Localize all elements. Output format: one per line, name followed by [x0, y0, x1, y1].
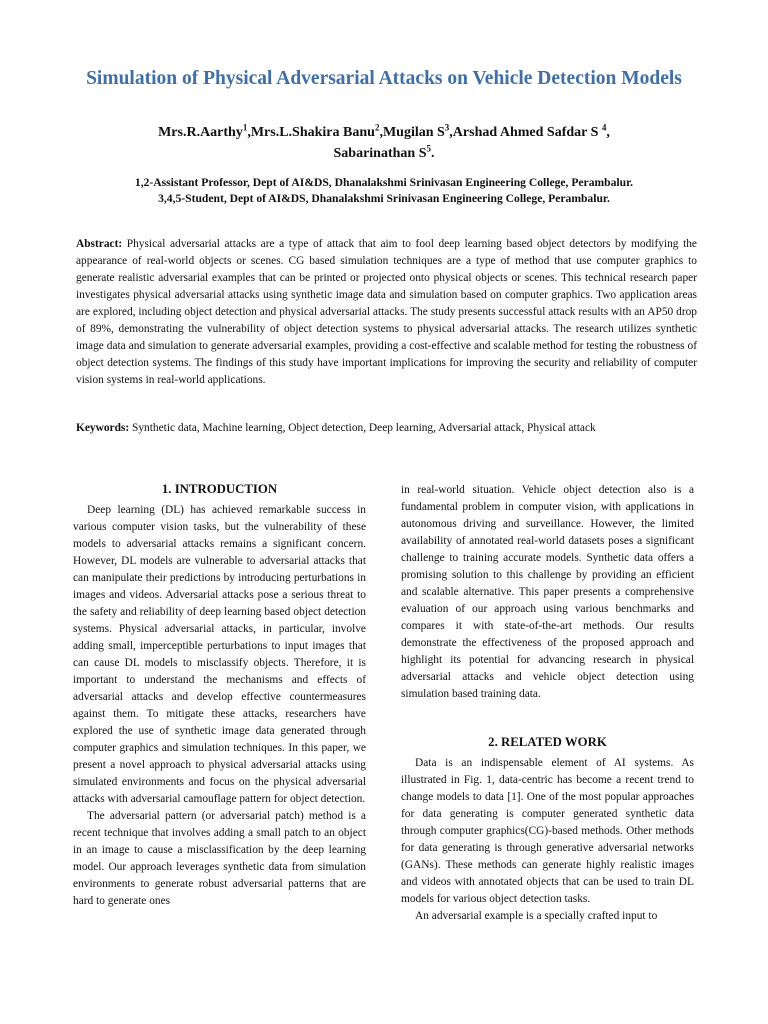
author-list [84, 122, 684, 164]
abstract [76, 236, 697, 389]
author: Sabarinathan $S^5$. [333, 143, 435, 161]
section-heading-introduction: 1. INTRODUCTION [161, 482, 278, 496]
author: Mrs.R.Aarthy$^1$, [158, 122, 251, 140]
body-paragraph: Deep learning (DL) has achieved remarkable success in various computer vision tasks, but the vulnerability of these models to adversarial attacks remains a significant concern. However, DL models are vulnerable to adversarial attacks that can manipulate their predictions by introducing perturbations in images and videos. Adversarial attacks pose a serious threat to the safety and reliability of deep learning based object detection systems. Physical adversarial attacks, in particular, involve adding small, imperceptible perturbations to input images that can cause DL models to misclassify objects. Therefore, it is important to understand the mechanisms and effects of adversarial attacks and develop effective countermeasures against them. To mitigate these attacks, researchers have explored the use of synthetic image data generated through computer graphics and simulation techniques. In this paper, we present a novel approach to physical adversarial attacks using simulated environments and focus on the physical adversarial attacks with adversarial camouflage pattern for object detection. [73, 504, 366, 805]
keywords-text: Synthetic data, Machine learning, Object detection, Deep learning, Adversarial attack, Physical attack [132, 422, 596, 434]
body-paragraph: Data is an indispensable element of AI systems. As illustrated in Fig. 1, data-centric has become a recent trend to change models to data [1]. One of the most popular approaches for data generating is computer generated synthetic data through computer graphics(CG)-based methods. Other methods for data generating is through generative adversarial networks (GANs). These methods can generate highly realistic images and videos with annotated objects that can be used to train DL models for various object detection tasks. [401, 757, 694, 905]
section-spacer [401, 703, 694, 733]
right-column [401, 482, 694, 925]
affiliation-line: 1,2-Assistant Professor, Dept of AI&DS, Dhanalakshmi Srinivasan Engineering College, Perambalur. [134, 176, 634, 189]
body-paragraph: The adversarial pattern (or adversarial patch) method is a recent technique that involves adding a small patch to an object in an image to cause a misclassification by the deep learning model. Our approach leverages synthetic data from simulation environments to generate robust adversarial patterns that are hard to generate ones [73, 810, 366, 907]
section-heading-related-work: 2. RELATED WORK [488, 735, 607, 749]
body-paragraph: An adversarial example is a specially crafted input to [415, 910, 658, 922]
paper-title: Simulation of Physical Adversarial Attacks on Vehicle Detection Models [86, 68, 682, 89]
body-paragraph-continued: in real-world situation. Vehicle object detection also is a fundamental problem in computer vision, with applications in autonomous driving and surveillance. However, the limited availability of annotated real-world datasets poses a significant challenge to training accurate models. Synthetic data offers a promising solution to this challenge by providing an efficient and scalable alternative. This paper presents a comprehensive evaluation of our approach using various benchmarks and compares it with state-of-the-art methods. Our results demonstrate the effectiveness of the proposed approach and highlight its potential for advancing research in physical adversarial attacks and vehicle object detection using simulation based training data. [401, 484, 694, 700]
abstract-text: Physical adversarial attacks are a type of attack that aim to fool deep learning based object detectors by modifying the appearance of real-world objects or scenes. CG based simulation techniques are a type of method that use computer graphics to generate realistic adversarial examples that can be printed or projected onto physical objects or scenes. This technical research paper investigates physical adversarial attacks using synthetic image data and simulation based on computer graphics. Two application areas are explored, including object detection and physical adversarial attacks. The study presents successful attack results with an AP50 drop of 89%, demonstrating the vulnerability of object detection systems to physical adversarial attacks. The research utilizes synthetic image data and simulation to generate adversarial examples, providing a cost-effective and scalable method for testing the robustness of object detection systems. The findings of this study have important implications for improving the security and reliability of computer vision systems in real-world applications. [76, 238, 697, 386]
affiliation-line: 3,4,5-Student, Dept of AI&DS, Dhanalakshmi Srinivasan Engineering College, Perambalur. [158, 192, 610, 205]
author: Arshad Ahmed Safdar S $^4$, [452, 122, 610, 140]
author: Mrs.L.Shakira Banu$^2$, [250, 122, 383, 140]
keywords-label: Keywords: [76, 422, 130, 434]
affiliations [60, 175, 708, 207]
author: Mugilan $S^3$, [382, 122, 453, 140]
keywords [76, 420, 697, 437]
left-column [73, 480, 366, 910]
abstract-label: Abstract: [76, 238, 123, 250]
